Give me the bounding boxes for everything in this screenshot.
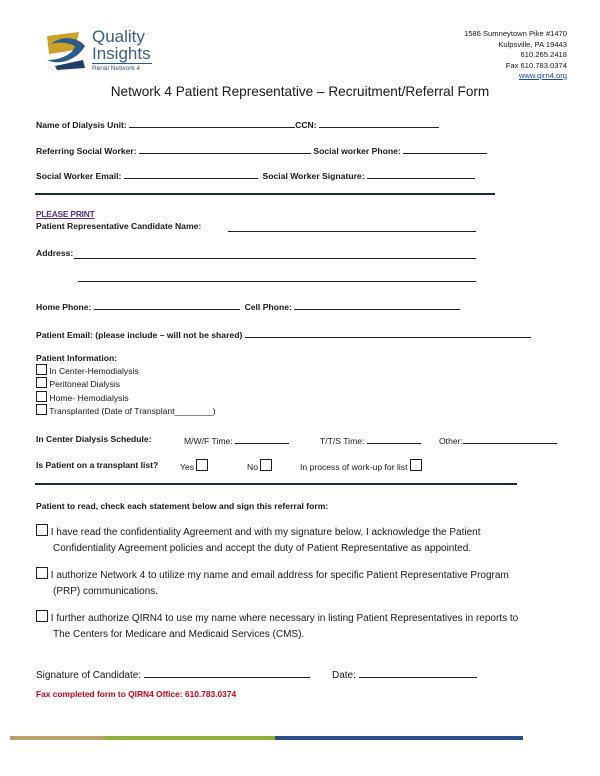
referring-sw-row [36, 144, 487, 156]
address-line: 1586 Sumneytown Pike #1470 [463, 29, 567, 38]
patient-info-option [36, 377, 216, 390]
section-divider [35, 193, 495, 195]
address-line: Fax 610.783.0374 [505, 60, 567, 70]
tts-field[interactable] [367, 434, 421, 444]
transplanted-checkbox[interactable] [36, 404, 47, 415]
patient-info-option [36, 391, 216, 404]
statement-line: I further authorize QIRN4 to use my name where necessary in listing Patient Representatives in reports to [50, 613, 519, 624]
dialysis-unit-field[interactable] [129, 118, 295, 128]
signature-field[interactable] [144, 668, 310, 678]
candidate-name-label: Patient Representative Candidate Name: [36, 221, 202, 231]
yes-group [180, 459, 208, 472]
patient-info-label: Patient Information: [36, 353, 118, 363]
sw-phone-label: Social worker Phone: [313, 146, 401, 156]
no-label: No [247, 462, 258, 472]
no-checkbox[interactable] [260, 459, 272, 471]
phones-row [36, 300, 460, 312]
option-label: Peritoneal Dialysis [49, 379, 121, 390]
mwf-label: M/W/F Time: [184, 436, 233, 446]
date-label: Date: [332, 670, 356, 681]
dialysis-unit-row [36, 118, 439, 130]
section-divider [35, 483, 517, 485]
home-hemo-checkbox[interactable] [36, 391, 47, 402]
workup-group [300, 459, 422, 472]
dialysis-unit-label: Name of Dialysis Unit: [36, 120, 127, 130]
workup-checkbox[interactable] [410, 459, 422, 471]
other-group [439, 434, 557, 446]
sw-email-row: Social Worker Email: Social Worker Signature: [36, 169, 475, 181]
org-subtitle: Renal Network 4 [92, 65, 141, 72]
statement-line: (PRP) communications. [53, 586, 159, 597]
org-name-line1: Quality [92, 27, 145, 46]
org-name-line2: Insights [92, 44, 151, 63]
statement-line: I authorize Network 4 to utilize my name and email address for specific Patient Representative Program [50, 570, 509, 581]
ccn-label: CCN: [295, 120, 317, 130]
cell-phone-label: Cell Phone: [244, 302, 292, 312]
date-row [332, 668, 477, 681]
instructions: Patient to read, check each statement below and sign this referral form: [36, 501, 329, 511]
ccn-field[interactable] [319, 118, 439, 128]
org-address [464, 29, 567, 82]
transplant-question: Is Patient on a transplant list? [36, 460, 159, 470]
statement-line: I have read the confidentiality Agreement and with my signature below, I acknowledge the Patient [50, 527, 481, 538]
mwf-group [184, 434, 289, 446]
referring-sw-field[interactable] [139, 144, 311, 154]
date-field[interactable] [359, 668, 477, 678]
form-title: Network 4 Patient Representative – Recruitment/Referral Form [110, 84, 490, 99]
patient-info-option [36, 404, 216, 417]
statement-line: Confidentiality Agreement policies and accept the duty of Patient Representative as appointed. [53, 543, 472, 554]
yes-checkbox[interactable] [196, 459, 208, 471]
home-phone-label: Home Phone: [36, 302, 92, 312]
referring-sw-label: Referring Social Worker: [36, 146, 137, 156]
candidate-name-row [36, 221, 201, 231]
option-label: Transplanted (Date of Transplant________) [49, 406, 216, 417]
website-link[interactable]: www.qirn4.org [518, 71, 567, 80]
footer-bar-tan [10, 736, 105, 740]
sw-signature-field[interactable] [367, 169, 475, 179]
footer-bar-navy [275, 736, 523, 740]
yes-label: Yes [180, 462, 195, 472]
sw-email-field[interactable] [124, 169, 258, 179]
sw-email-label: Social Worker Email: [36, 171, 122, 181]
patient-info-option [36, 364, 216, 377]
fax-note: Fax completed form to QIRN4 Office: 610.783.0374 [36, 689, 237, 699]
tts-group [320, 434, 421, 446]
cell-phone-field[interactable] [294, 300, 460, 310]
patient-info-options [36, 364, 216, 418]
signature-row [36, 668, 310, 681]
other-label: Other: [439, 436, 463, 446]
please-print-heading: PLEASE PRINT [36, 209, 95, 219]
statement-2 [36, 567, 509, 600]
address-field-line1[interactable] [74, 249, 476, 259]
no-group [247, 459, 272, 472]
statement-3-checkbox[interactable] [36, 610, 48, 622]
address-field-line2[interactable] [78, 272, 476, 282]
tts-label: T/T/S Time: [320, 436, 365, 446]
statement-3 [36, 610, 518, 643]
mwf-field[interactable] [235, 434, 289, 444]
footer-bar-green [105, 736, 275, 740]
sw-phone-field[interactable] [403, 144, 487, 154]
statement-2-checkbox[interactable] [36, 567, 48, 579]
patient-email-field[interactable] [245, 328, 531, 338]
home-phone-field[interactable] [94, 300, 240, 310]
option-label: Home- Hemodialysis [49, 392, 129, 403]
peritoneal-checkbox[interactable] [36, 377, 47, 388]
in-center-hemo-checkbox[interactable] [36, 364, 47, 375]
address-label: Address: [36, 248, 74, 258]
statement-line: The Centers for Medicare and Medicaid Services (CMS). [53, 629, 305, 640]
workup-label: In process of work-up for list [300, 462, 408, 472]
option-label: In Center-Hemodialysis [49, 366, 139, 376]
schedule-label: In Center Dialysis Schedule: [36, 434, 152, 444]
address-line: 610.265.2418 [520, 50, 567, 59]
signature-label: Signature of Candidate: [36, 670, 142, 681]
other-field[interactable] [463, 434, 557, 444]
address-line: Kulpsville, PA 19443 [498, 39, 567, 49]
logo-mark-icon [45, 30, 89, 70]
patient-email-label: Patient Email: (please include – will not be shared) [36, 330, 243, 340]
candidate-name-field[interactable] [228, 222, 476, 232]
sw-signature-label: Social Worker Signature [262, 171, 362, 181]
statement-1-checkbox[interactable] [36, 524, 48, 536]
patient-email-row [36, 328, 531, 340]
statement-1 [36, 524, 481, 557]
